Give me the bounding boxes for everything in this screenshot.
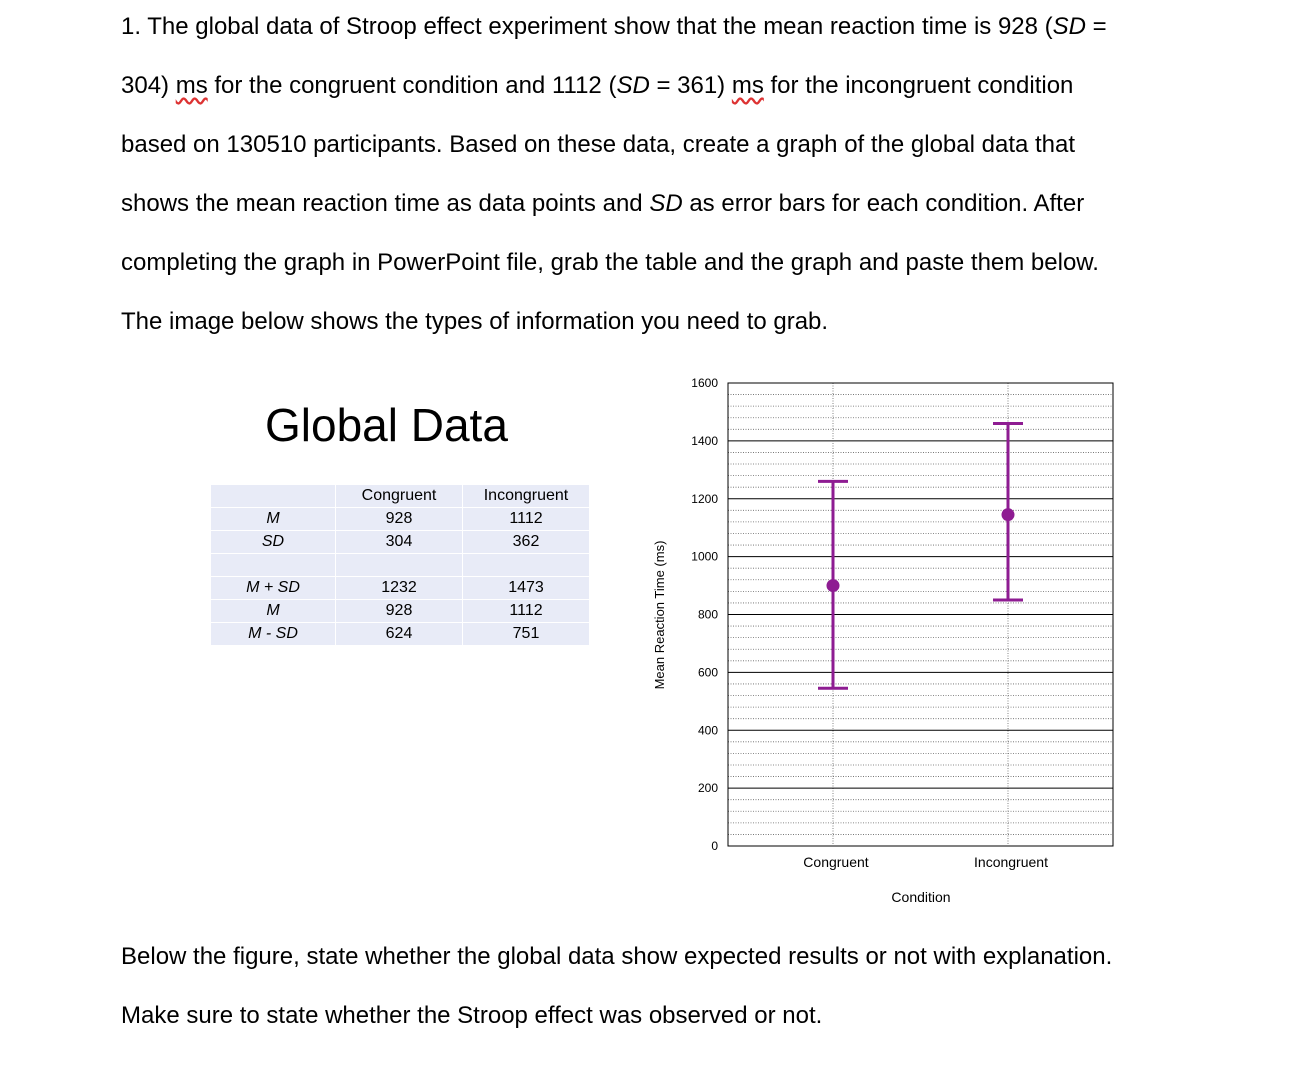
- table-row-label: M: [211, 600, 336, 623]
- y-tick-label: 1600: [691, 376, 718, 390]
- mean-point: [827, 579, 840, 592]
- x-tick-label: Incongruent: [974, 854, 1048, 870]
- table-row: [211, 600, 590, 623]
- x-tick-label: Congruent: [803, 854, 869, 870]
- table-header-incongruent: Incongruent: [463, 485, 590, 508]
- table-row-label: [211, 554, 336, 577]
- y-tick-label: 400: [697, 723, 718, 738]
- table-row-label: M + SD: [211, 577, 336, 600]
- global-data-title: Global Data: [265, 399, 508, 451]
- y-tick-label: 200: [697, 781, 718, 796]
- y-tick-label: 0: [711, 839, 718, 853]
- table-cell: 1112: [463, 508, 590, 531]
- table-row: [211, 508, 590, 531]
- table-cell: 362: [463, 531, 590, 554]
- table-header-row: [211, 485, 590, 508]
- table-cell: 1232: [336, 577, 463, 600]
- table-cell: 751: [463, 623, 590, 646]
- question-paragraph: [121, 12, 1221, 366]
- table-row-label: M: [211, 508, 336, 531]
- table-cell: 1112: [463, 600, 590, 623]
- y-tick-label: 600: [697, 665, 718, 680]
- y-tick-label: 1200: [691, 491, 718, 506]
- y-tick-label: 1400: [691, 433, 718, 448]
- spellcheck-word-ms: ms: [731, 72, 764, 99]
- global-data-table: [210, 484, 590, 646]
- table-cell: 928: [336, 508, 463, 531]
- table-row-label: SD: [211, 531, 336, 554]
- table-row: [211, 623, 590, 646]
- reaction-time-chart: [640, 370, 1130, 915]
- instructions-line-1: Below the figure, state whether the global data show expected results or not with explanation.: [121, 943, 1113, 970]
- y-axis-label: Mean Reaction Time (ms): [652, 540, 667, 690]
- table-cell: [211, 485, 336, 508]
- table-row: [211, 531, 590, 554]
- question-line-1: 1. The global data of Stroop effect experiment show that the mean reaction time is 928 (SD =: [121, 13, 1107, 40]
- table-row: [211, 554, 590, 577]
- x-axis-label: Condition: [891, 889, 951, 905]
- question-line-5: completing the graph in PowerPoint file, grab the table and the graph and paste them below.: [121, 249, 1099, 276]
- spellcheck-word-ms: ms: [175, 72, 208, 99]
- question-line-4: shows the mean reaction time as data points and SD as error bars for each condition. After: [121, 190, 1085, 217]
- instructions-line-2: Make sure to state whether the Stroop effect was observed or not.: [121, 1002, 823, 1029]
- table-cell: 624: [336, 623, 463, 646]
- question-line-3: based on 130510 participants. Based on these data, create a graph of the global data that: [121, 131, 1076, 158]
- table-cell: 928: [336, 600, 463, 623]
- mean-point: [1002, 508, 1015, 521]
- table-cell: [463, 554, 590, 577]
- table-cell: 1473: [463, 577, 590, 600]
- table-row: [211, 577, 590, 600]
- instructions-paragraph: [121, 942, 1221, 1060]
- y-tick-label: 1000: [691, 549, 718, 564]
- y-tick-label: 800: [697, 607, 718, 622]
- question-line-6: The image below shows the types of information you need to grab.: [121, 308, 829, 335]
- table-row-label: M - SD: [211, 623, 336, 646]
- table-header-congruent: Congruent: [336, 485, 463, 508]
- table-cell: [336, 554, 463, 577]
- question-line-2: 304) ms for the congruent condition and 1112 (SD = 361) ms for the incongruent condition: [121, 72, 1074, 99]
- table-cell: 304: [336, 531, 463, 554]
